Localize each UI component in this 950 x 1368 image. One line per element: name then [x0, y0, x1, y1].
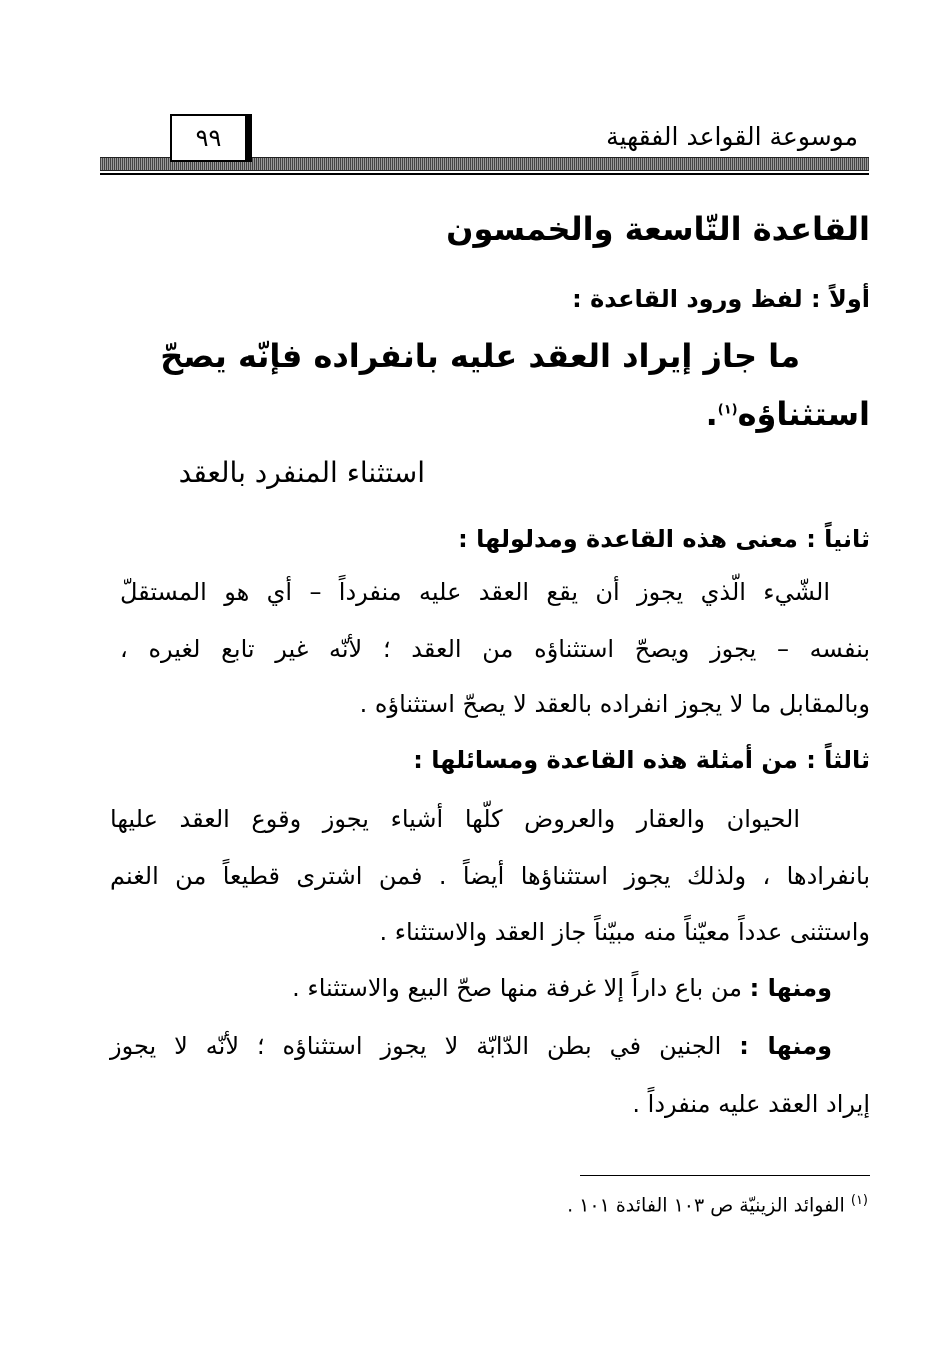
footnote-mark: (١): [850, 1193, 868, 1208]
example-2-continuation: إيراد العقد عليه منفرداً .: [632, 1090, 870, 1118]
footnote-reference: (١): [717, 402, 738, 418]
running-title: موسوعة القواعد الفقهية: [606, 122, 858, 151]
rule-text-line2-main: استثناؤه: [737, 395, 870, 433]
page-number-text: ٩٩: [195, 124, 222, 152]
section-third-heading: ثالثاً : من أمثلة هذه القاعدة ومسائلها :: [413, 746, 870, 774]
footnote: [567, 1193, 868, 1216]
example-1-text: من باع داراً إلا غرفة منها صحّ البيع والاستثناء .: [292, 974, 742, 1002]
meaning-line-2: بنفسه – يجوز ويصحّ استثناؤه من العقد ؛ لأنّه غير تابع لغيره ،: [120, 635, 870, 663]
header-rule-thin: [100, 173, 869, 175]
example-line-3: واستثنى عدداً معيّناً منه مبيّناً جاز العقد والاستثناء .: [379, 918, 870, 946]
example-2-text: الجنين في بطن الدّابّة لا يجوز استثناؤه ؛ لأنّه لا يجوز: [110, 1032, 722, 1060]
example-line-1: الحيوان والعقار والعروض كلّها أشياء يجوز وقوع العقد عليها: [110, 805, 800, 833]
example-2: [110, 1032, 832, 1060]
rule-heading: القاعدة التّاسعة والخمسون: [446, 210, 870, 248]
meaning-line-1: الشّيء الّذي يجوز أن يقع العقد عليه منفرداً – أي هو المستقلّ: [120, 578, 830, 606]
rule-text-line2-end: .: [705, 395, 718, 433]
rule-title: استثناء المنفرد بالعقد: [178, 456, 425, 489]
example-1-label: ومنها :: [749, 974, 832, 1002]
example-line-2: بانفرادها ، ولذلك يجوز استثناؤها أيضاً . فمن اشترى قطيعاً من الغنم: [110, 862, 870, 890]
section-second-heading: ثانياً : معنى هذه القاعدة ومدلولها :: [458, 525, 870, 553]
example-2-label: ومنها :: [739, 1032, 832, 1060]
footnote-rule: [580, 1175, 870, 1176]
example-1: [292, 974, 832, 1002]
page-number: [170, 114, 252, 162]
rule-text-line2: [706, 395, 870, 433]
section-first-heading: أولاً : لفظ ورود القاعدة :: [572, 285, 870, 313]
rule-text-line1: ما جاز إيراد العقد عليه بانفراده فإنّه يصحّ: [160, 337, 800, 375]
meaning-line-3: وبالمقابل ما لا يجوز انفراده بالعقد لا يصحّ استثناؤه .: [359, 690, 870, 718]
footnote-text: الفوائد الزينيّة ص ١٠٣ الفائدة ١٠١ .: [567, 1194, 845, 1217]
